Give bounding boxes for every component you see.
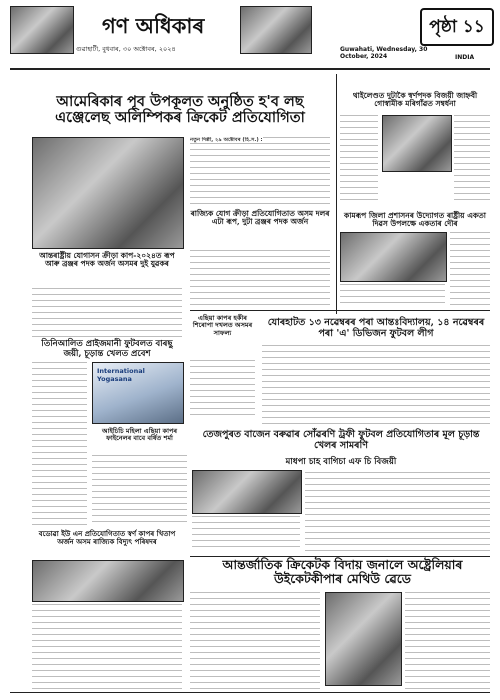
photo-tezpur-team — [192, 470, 302, 514]
article-yoga-sports-body — [190, 250, 330, 305]
masthead-photo-left — [10, 6, 74, 54]
article-jorhat-body — [262, 345, 490, 425]
page-bottom-rule — [10, 692, 490, 693]
article-boxing-body — [32, 604, 182, 690]
article-asia-cup-body — [190, 360, 255, 420]
photo-cricket-olympics — [32, 137, 184, 249]
masthead-section-label: INDIA — [455, 54, 475, 61]
headline-asia-cup: এছিয়া কাপৰ হকীৰ শিৰোপা দখলত অসমৰ সাফল্য — [192, 314, 253, 337]
photo-unity-run — [340, 232, 447, 282]
masthead-date-assamese: গুৱাহাটী, বুধবাৰ, ৩০ অক্টোবৰ, ২০২৪ — [76, 45, 176, 53]
headline-jorhat-football-league: যোৰহাটত ১৩ নৱেম্বৰৰ পৰা আন্তঃবিদ্যালয়, ১৪ নৱেম্বৰৰ পৰা 'এ' ডিভিজন ফুটবল লীগ — [267, 317, 485, 339]
headline-thailand-gold: থাইলেণ্ডত দুটাকৈ স্বৰ্ণপদক বিজয়ী জাহ্নবী গোস্বামীক মৰিগাঁৱত সম্বৰ্ধনা — [352, 91, 478, 109]
masthead-rule — [10, 68, 490, 70]
column-divider — [336, 74, 337, 314]
masthead — [10, 6, 490, 68]
headline-yogasana-cup: আন্তৰাষ্ট্ৰীয় যোগাসন ক্ৰীড়া কাপ-২০২৪ত ৰূপ আৰু ব্ৰঞ্জৰ পদক অৰ্জন অসমৰ দুই যুৱকৰ — [39, 251, 175, 269]
masthead-date-english: Guwahati, Wednesday, 30 October, 2024 — [340, 46, 428, 60]
article-wade-body — [190, 592, 320, 690]
page-number-badge: পৃষ্ঠা ১১ — [420, 8, 494, 46]
article-yogasana-cup-body — [32, 288, 182, 338]
headline-boxing-electricity: বডোৱা ইউ এন প্ৰতিযোগিতাত স্বৰ্ণ কাপৰ খিতাপ অৰ্জন অসম ৰাজ্যিক বিদ্যুৎ পৰিষদৰ — [38, 529, 176, 546]
photo-yogasana-caption: International Yogasana — [97, 367, 145, 383]
article-la-olympics-dateline: নতুন দিল্লী, ২৯ অক্টোবৰ (হি.স.) : — [190, 137, 263, 143]
article-women-asia-body — [92, 455, 187, 525]
article-tezpur-body-2 — [192, 516, 300, 552]
headline-la-olympics-cricket: আমেৰিকাৰ পূব উপকূলত অনুষ্ঠিত হ'ব লছ এঞ্জেলেছ অলিম্পিকৰ ক্ৰিকেট প্ৰতিযোগিতা — [55, 93, 305, 127]
article-tiniali-football-body — [32, 362, 87, 527]
article-kamrup-body-2 — [340, 284, 445, 308]
headline-kamrup-unity-run: কামৰূপ জিলা প্ৰশাসনৰ উদ্যোগত ৰাষ্ট্ৰীয় একতা দিৱস উপলক্ষে একতাৰ দৌৰ — [344, 211, 486, 229]
headline-yoga-sports: ৰাজ্যিক যোগ ক্ৰীড়া প্ৰতিযোগিতাত অসম দলৰ এটা ৰূপ, দুটা ব্ৰঞ্জৰ পদক অৰ্জন — [190, 209, 330, 227]
jorhat-top-rule — [190, 310, 490, 311]
article-wade-body-2 — [405, 592, 490, 690]
photo-international-yogasana — [92, 362, 184, 424]
masthead-photo-center — [240, 6, 312, 54]
headline-tezpur-football: তেজপুৰত বাজেন বৰুৱাৰ সোঁৱৰণি ট্ৰফী ফুটবল প্ৰতিযোগিতাৰ মূল চূড়ান্ত খেলৰ সামৰণি — [202, 429, 480, 451]
headline-tiniali-football: তিনিআলিত প্ৰাইজমানী ফুটবলত বাৰছু জয়ী, চূড়ান্ত খেলত প্ৰবেশ — [41, 339, 173, 359]
article-kamrup-body — [450, 232, 490, 307]
headline-matthew-wade: আন্তৰ্জাতিক ক্ৰিকেটক বিদায় জনালে অষ্ট্ৰেলিয়াৰ উইকেটকীপাৰ মেথিউ ৱেডে — [222, 557, 463, 586]
subheadline-tezpur-winner: মাধপা চাহ বাগিচা এফ চি বিজয়ী — [285, 457, 397, 467]
photo-matthew-wade — [325, 592, 402, 686]
article-thailand-gold-body-2 — [454, 115, 490, 205]
article-tezpur-body — [305, 472, 490, 552]
masthead-title: গণ অধিকাৰ — [102, 13, 205, 38]
article-la-olympics-body — [190, 137, 330, 205]
headline-women-asia-cup: আইচিচি মহিলা এছিয়া কাপৰ ফাইনেলৰ বাবে বৰ্ষিত শৰ্মা — [101, 427, 178, 443]
photo-boxing-team — [32, 560, 184, 602]
article-thailand-gold-body — [340, 115, 378, 205]
photo-thailand-athlete — [382, 115, 452, 172]
